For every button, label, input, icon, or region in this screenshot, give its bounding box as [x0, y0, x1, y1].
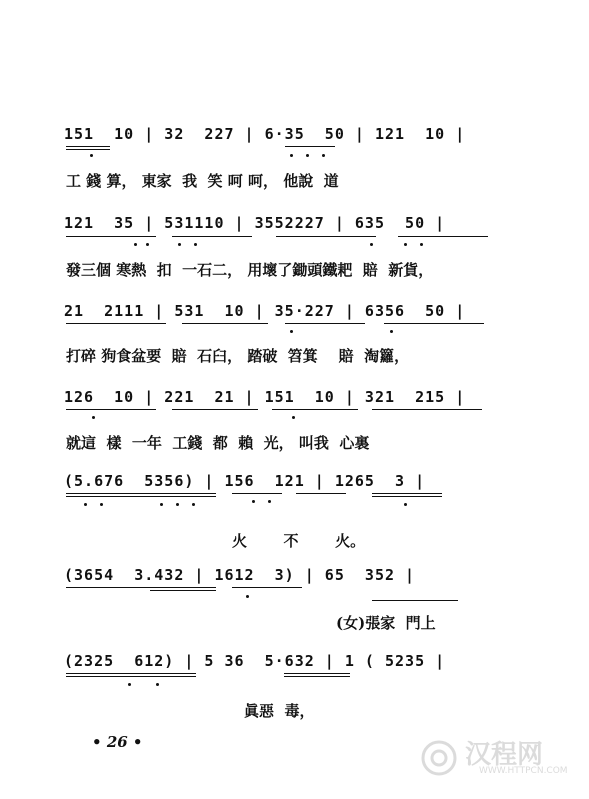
- octave-dot: [178, 243, 181, 246]
- underline-mark: [372, 409, 482, 410]
- octave-dot: [100, 503, 103, 506]
- notation-line-7: (2325 612) | 5 36 5·632 | 1 ( 5235 |: [64, 652, 446, 670]
- notation-line-6: (3654 3.432 | 1612 3) | 65 352 |: [64, 566, 416, 584]
- octave-dot: [90, 154, 93, 157]
- underline-mark: [182, 323, 268, 324]
- octave-dot: [370, 243, 373, 246]
- watermark-url: WWW.HTTPCN.COM: [479, 766, 568, 776]
- underline-mark: [66, 496, 216, 497]
- notation-line-2: 121 35 | 531110 | 3552227 | 635 50 |: [64, 214, 446, 232]
- octave-dot: [290, 330, 293, 333]
- octave-dot: [252, 500, 255, 503]
- underline-mark: [384, 323, 484, 324]
- octave-dot: [134, 243, 137, 246]
- octave-dot: [92, 416, 95, 419]
- underline-mark: [66, 149, 110, 150]
- underline-mark: [296, 493, 346, 494]
- underline-mark: [66, 673, 196, 674]
- underline-mark: [372, 600, 458, 601]
- underline-mark: [172, 409, 258, 410]
- underline-mark: [66, 587, 216, 588]
- underline-mark: [172, 236, 252, 237]
- underline-mark: [276, 236, 376, 237]
- octave-dot: [292, 416, 295, 419]
- lyric-line-5: 火 不 火。: [232, 532, 366, 550]
- underline-mark: [66, 146, 110, 147]
- octave-dot: [268, 500, 271, 503]
- notation-line-3: 21 2111 | 531 10 | 35·227 | 6356 50 |: [64, 302, 466, 320]
- octave-dot: [290, 154, 293, 157]
- underline-mark: [232, 493, 282, 494]
- underline-mark: [284, 676, 350, 677]
- octave-dot: [160, 503, 163, 506]
- notation-line-4: 126 10 | 221 21 | 151 10 | 321 215 |: [64, 388, 466, 406]
- watermark-text: 汉程网: [465, 740, 544, 770]
- octave-dot: [420, 243, 423, 246]
- lyric-line-3: 打碎 狗食盆要 賠 石臼， 踏破 笤箕 賠 淘籮，: [66, 347, 410, 365]
- underline-mark: [66, 676, 196, 677]
- octave-dot: [404, 243, 407, 246]
- octave-dot: [192, 503, 195, 506]
- underline-mark: [66, 236, 156, 237]
- page-number-value: 26: [106, 733, 128, 751]
- underline-mark: [372, 496, 442, 497]
- underline-mark: [372, 493, 442, 494]
- notation-line-1: 151 10 | 32 227 | 6·35 50 | 121 10 |: [64, 125, 466, 143]
- octave-dot: [176, 503, 179, 506]
- page-number: • 26 •: [92, 733, 143, 751]
- octave-dot: [156, 683, 159, 686]
- octave-dot: [84, 503, 87, 506]
- lyric-line-4: 就這 樣 一年 工錢 都 賴 光， 叫我 心裏: [66, 434, 370, 452]
- underline-mark: [272, 409, 358, 410]
- lyric-line-2: 發三個 寒熱 扣 一石二， 用壞了鋤頭鐵耙 賠 新貨，: [66, 261, 434, 279]
- octave-dot: [246, 595, 249, 598]
- underline-mark: [285, 323, 365, 324]
- underline-mark: [150, 590, 216, 591]
- underline-mark: [232, 587, 302, 588]
- lyric-line-7: 眞惡 毒，: [244, 702, 315, 720]
- underline-mark: [66, 409, 156, 410]
- octave-dot: [194, 243, 197, 246]
- octave-dot: [128, 683, 131, 686]
- watermark-logo-icon: [417, 738, 461, 778]
- underline-mark: [284, 673, 350, 674]
- underline-mark: [285, 146, 335, 147]
- octave-dot: [322, 154, 325, 157]
- octave-dot: [306, 154, 309, 157]
- lyric-line-6: (女)張家 門上: [336, 614, 436, 632]
- underline-mark: [398, 236, 488, 237]
- underline-mark: [66, 323, 166, 324]
- octave-dot: [146, 243, 149, 246]
- octave-dot: [390, 330, 393, 333]
- notation-line-5: (5.676 5356) | 156 121 | 1265 3 |: [64, 472, 426, 490]
- underline-mark: [66, 493, 216, 494]
- octave-dot: [404, 503, 407, 506]
- watermark: [417, 734, 567, 782]
- lyric-line-1: 工 錢 算， 東家 我 笑 呵 呵， 他說 道: [66, 172, 339, 190]
